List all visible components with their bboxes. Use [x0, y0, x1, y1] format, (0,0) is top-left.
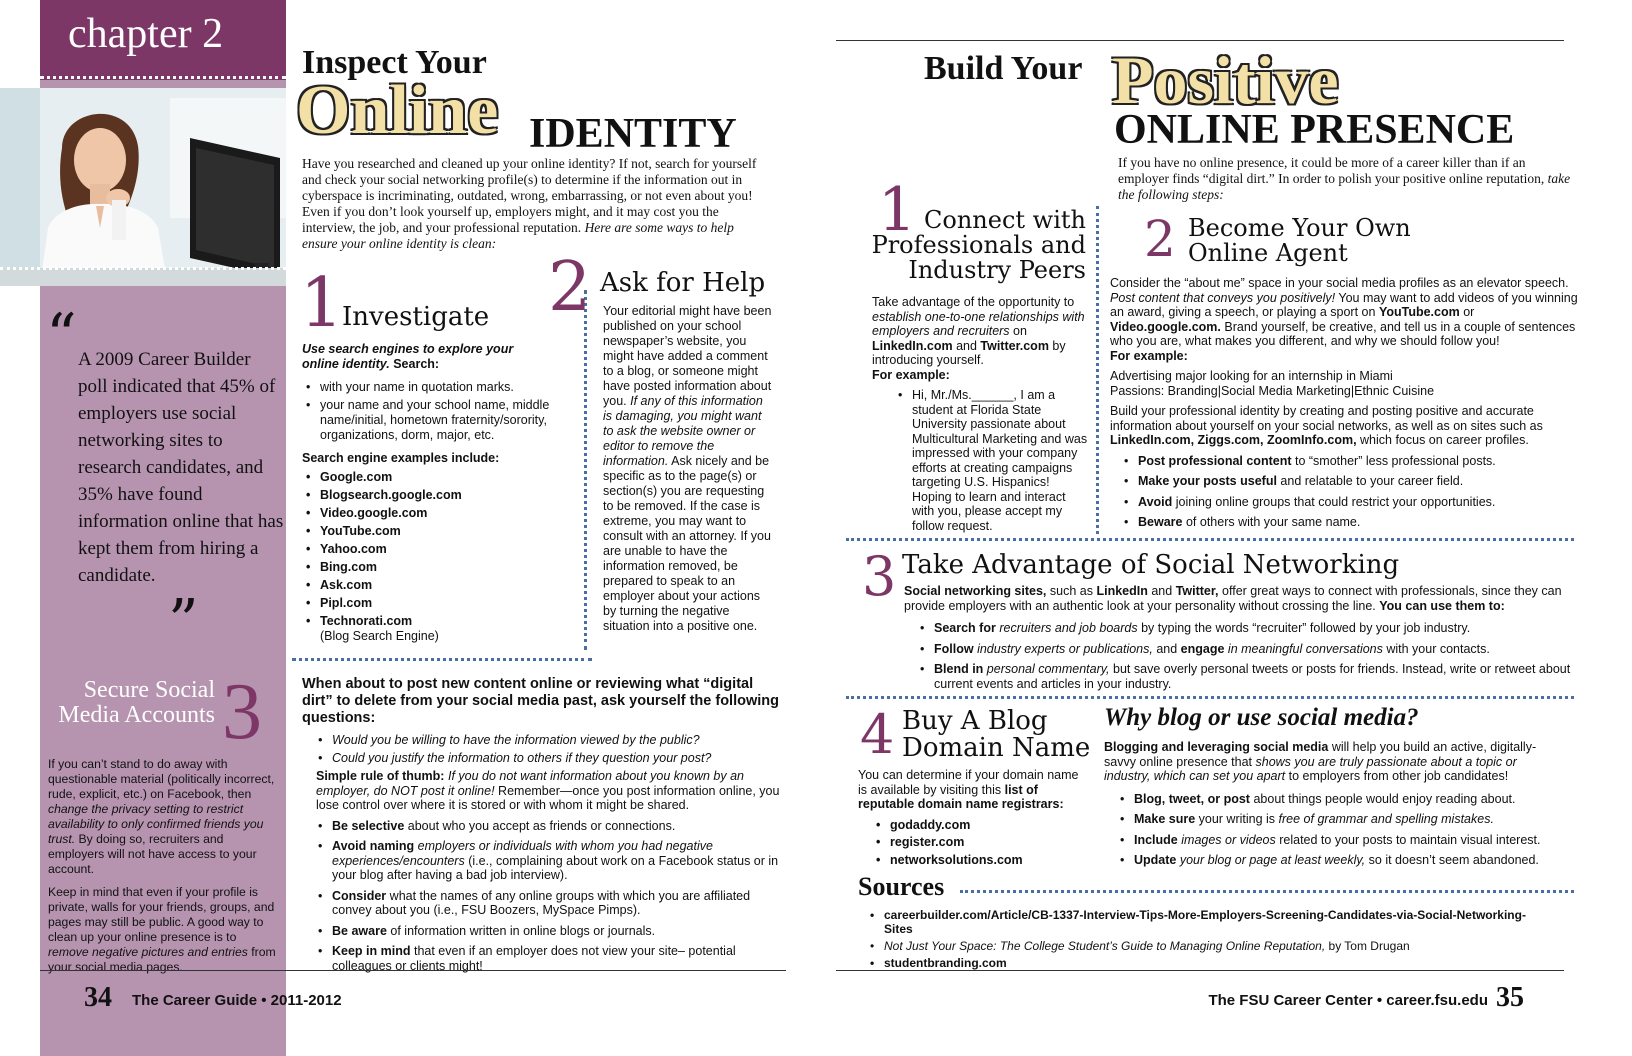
- right-section-1-number: 1: [878, 175, 917, 245]
- open-quote-icon: “: [46, 301, 77, 371]
- inspect-title: Inspect Your: [302, 44, 487, 81]
- page-number-right: 35: [1496, 982, 1524, 1013]
- ask-for-help-column: Your editorial might have been published on your school newspaper’s website, you might have added a comment to a blog, or someone might have posted information about you. If any of this information is damaging, you might want to ask the website owner or editor to remove the information. Ask nicely and be specific as to the page(s) or section(s) you are requesting to be removed. If the case is extreme, you may want to consult with an attorney. If you are unable to have the information removed, be prepared to speak to an employer about your actions by turning the negative situation into a positive one.: [603, 304, 772, 633]
- section-divider-right-2: [846, 696, 1574, 699]
- investigate-title: Investigate: [342, 302, 490, 332]
- blog-domain-body: You can determine if your domain name is available by visiting this list of reputable domain name registrars: • godaddy.com • register.com • networksolutions.com: [858, 768, 1090, 870]
- chapter-label: chapter 2: [68, 11, 224, 57]
- connect-body: Take advantage of the opportunity to establish one-to-one relationships with employers and recruiters on LinkedIn.com and Twitter.com by introducing yourself. For example: • Hi, Mr./Ms.______, I am a student at Florida State University passionate about Multicultural Marketing and was impressed with your company efforts at creating campaigns targeting U.S. Hispanics! Hoping to learn and interact with you, please accept my follow request.: [872, 295, 1088, 536]
- column-divider-right: [1096, 206, 1099, 534]
- page-number-left: 34: [84, 982, 112, 1013]
- connect-title: Connect with Professionals and Industry Peers: [871, 206, 1086, 285]
- section-divider: [292, 658, 592, 661]
- social-networking-body: Social networking sites, such as LinkedIn and Twitter, offer great ways to connect with professionals, since they can provide employers with an authentic look at your personality without crossing the line. You can use them to: • Search for recruiters and job boards by typing the words “recruiter” followed by your job industry. • Follow industry experts or publications, and engage in meaningful conversations with your contacts. • Blend in personal commentary, but save overly personal tweets or posts for friends. Instead, write or retweet about current events and articles in your industry.: [904, 584, 1576, 697]
- close-quote-icon: ”: [168, 587, 199, 657]
- presence-title-word: ONLINE PRESENCE: [1114, 107, 1515, 153]
- section-3-number: 3: [222, 668, 262, 756]
- intro-paragraph: Have you researched and cleaned up your online identity? If not, search for yourself and check your social networking profile(s) to determine if the information out in cyberspace is incriminating, outdated, wrong, embarrassing, or not even about you! Even if you don’t look yourself up, employers might, and it may cost you the interview, the job, and your professional reputation. Here are some ways to help ensure your online identity is clean:: [302, 156, 757, 251]
- right-section-4-number: 4: [860, 703, 895, 766]
- why-blog-title: Why blog or use social media?: [1104, 704, 1419, 731]
- questions-section: When about to post new content online or reviewing what “digital dirt” to delete from your social media past, ask yourself the following questions: • Would you be willing to have the information viewed by the public? • Could you justify the information to others if they question your post? Simple rule of thumb: If you do not want information about you known by an employer, do NOT post it online! Remember—once you post information online, you lose control over where it is stored or with whom it might be shared. • Be selective about who you accept as friends or connections. • Avoid naming employers or individuals with whom you had negative experiences/encounters (i.e., complaining about work on a Facebook status or in your blog after having a bad job interview). • Consider what the names of any online groups with which you are affiliated convey about you (i.e., FSU Boozers, MySpace Pimps). • Be aware of information written in online blogs or journals. • Keep in mind that even if an employer does not view your site– potential colleagues or clients might!: [302, 676, 782, 979]
- footer-publication: The Career Guide • 2011-2012: [132, 992, 342, 1009]
- pull-quote: A 2009 Career Builder poll indicated that 45% of employers use social networking sites to research candidates, and 35% have found information online that has kept them from hiring a candidate.: [78, 349, 284, 586]
- chapter-divider: [40, 76, 286, 79]
- intro-paragraph-right: If you have no online presence, it could be more of a career killer than if an employer finds “digital dirt.” In order to polish your positive online reputation, take the following steps:: [1118, 155, 1571, 202]
- right-section-3-number: 3: [862, 545, 897, 608]
- agent-body: Consider the “about me” space in your social media profiles as an elevator speech. Post content that conveys you positively! You may want to add videos of you winning an award, giving a speech, or playing a sport on YouTube.com or Video.google.com. Brand yourself, be creative, and tell us in a couple of sentences who you are, what makes you different, and why we should follow you! For example: Advertising major looking for an internship in Miami Passions: Branding|Social Media Marketing|Ethnic Cuisine Build your professional identity by creating and posting positive and accurate information about yourself on your social networks, as well as on sites such as LinkedIn.com, Ziggs.com, ZoomInfo.com, which focus on career profiles. • Post professional content to “smother” less professional posts. • Make your posts useful and relatable to your career field. • Avoid joining online groups that could restrict your opportunities. • Beware of others with your same name.: [1110, 276, 1582, 536]
- identity-title-word: IDENTITY: [529, 111, 737, 157]
- why-blog-body: Blogging and leveraging social media will help you build an active, digitally-savvy online presence that shows you are truly passionate about a topic or industry, which can set you apart to employers from other job candidates! • Blog, tweet, or post about things people would enjoy reading about. • Make sure your writing is free of grammar and spelling mistakes. • Include images or videos related to your posts to maintain visual interest. • Update your blog or page at least weekly, so it doesn’t seem abandoned.: [1104, 740, 1564, 874]
- investigate-column: Use search engines to explore your online identity. Search: • with your name in quotation marks. • your name and your school name, middle name/initial, hometown fraternity/sorority, organizations, dorm, major, etc. Search engine examples include: • Google.com • Blogsearch.google.com • Video.google.com • YouTube.com • Yahoo.com • Bing.com • Ask.com • Pipl.com • Technorati.com (Blog Search Engine): [302, 342, 552, 647]
- secure-accounts-body: If you can’t stand to do away with questionable material (politically incorrect, rude, explicit, etc.) on Facebook, then change the privacy setting to restrict availability to only confirmed friends you trust. By doing so, recruiters and employers will not have access to your account. Keep in mind that even if your profile is private, walls for your friends, groups, and pages may still be public. A good way to clean up your online presence is to remove negative pictures and entries from your social media pages.: [48, 757, 276, 974]
- section-divider-right-1: [846, 538, 1574, 541]
- right-section-2-number: 2: [1144, 210, 1176, 268]
- section-1-number: 1: [300, 264, 344, 343]
- footer-rule-left: [40, 970, 786, 971]
- woman-at-computer-photo: [0, 88, 286, 286]
- build-title: Build Your: [924, 50, 1083, 87]
- positive-title-word: Positive: [1112, 42, 1339, 118]
- sources-divider: [960, 890, 1574, 893]
- header-rule-right: [836, 40, 1564, 41]
- footer-rule-right: [836, 970, 1564, 971]
- sources-list: • careerbuilder.com/Article/CB-1337-Interview-Tips-More-Employers-Screening-Candidates-via-Social-Networking-Sites • Not Just Your Space: The College Student’s Guide to Managing Online Reputation, by Tom Drugan • studentbranding.com: [866, 908, 1526, 973]
- blog-domain-title: Buy A Blog Domain Name: [902, 706, 1091, 764]
- agent-title: Become Your Own Online Agent: [1188, 214, 1411, 268]
- secure-accounts-heading: Secure Social Media Accounts: [58, 677, 215, 728]
- ask-for-help-title: Ask for Help: [600, 268, 766, 298]
- photo-divider: [0, 267, 286, 270]
- section-2-number: 2: [548, 248, 592, 327]
- footer-organization: The FSU Career Center • career.fsu.edu: [1208, 992, 1488, 1009]
- sources-title: Sources: [858, 872, 945, 901]
- column-divider: [584, 290, 587, 650]
- social-networking-title: Take Advantage of Social Networking: [902, 550, 1400, 580]
- online-title-word: Online: [296, 72, 499, 149]
